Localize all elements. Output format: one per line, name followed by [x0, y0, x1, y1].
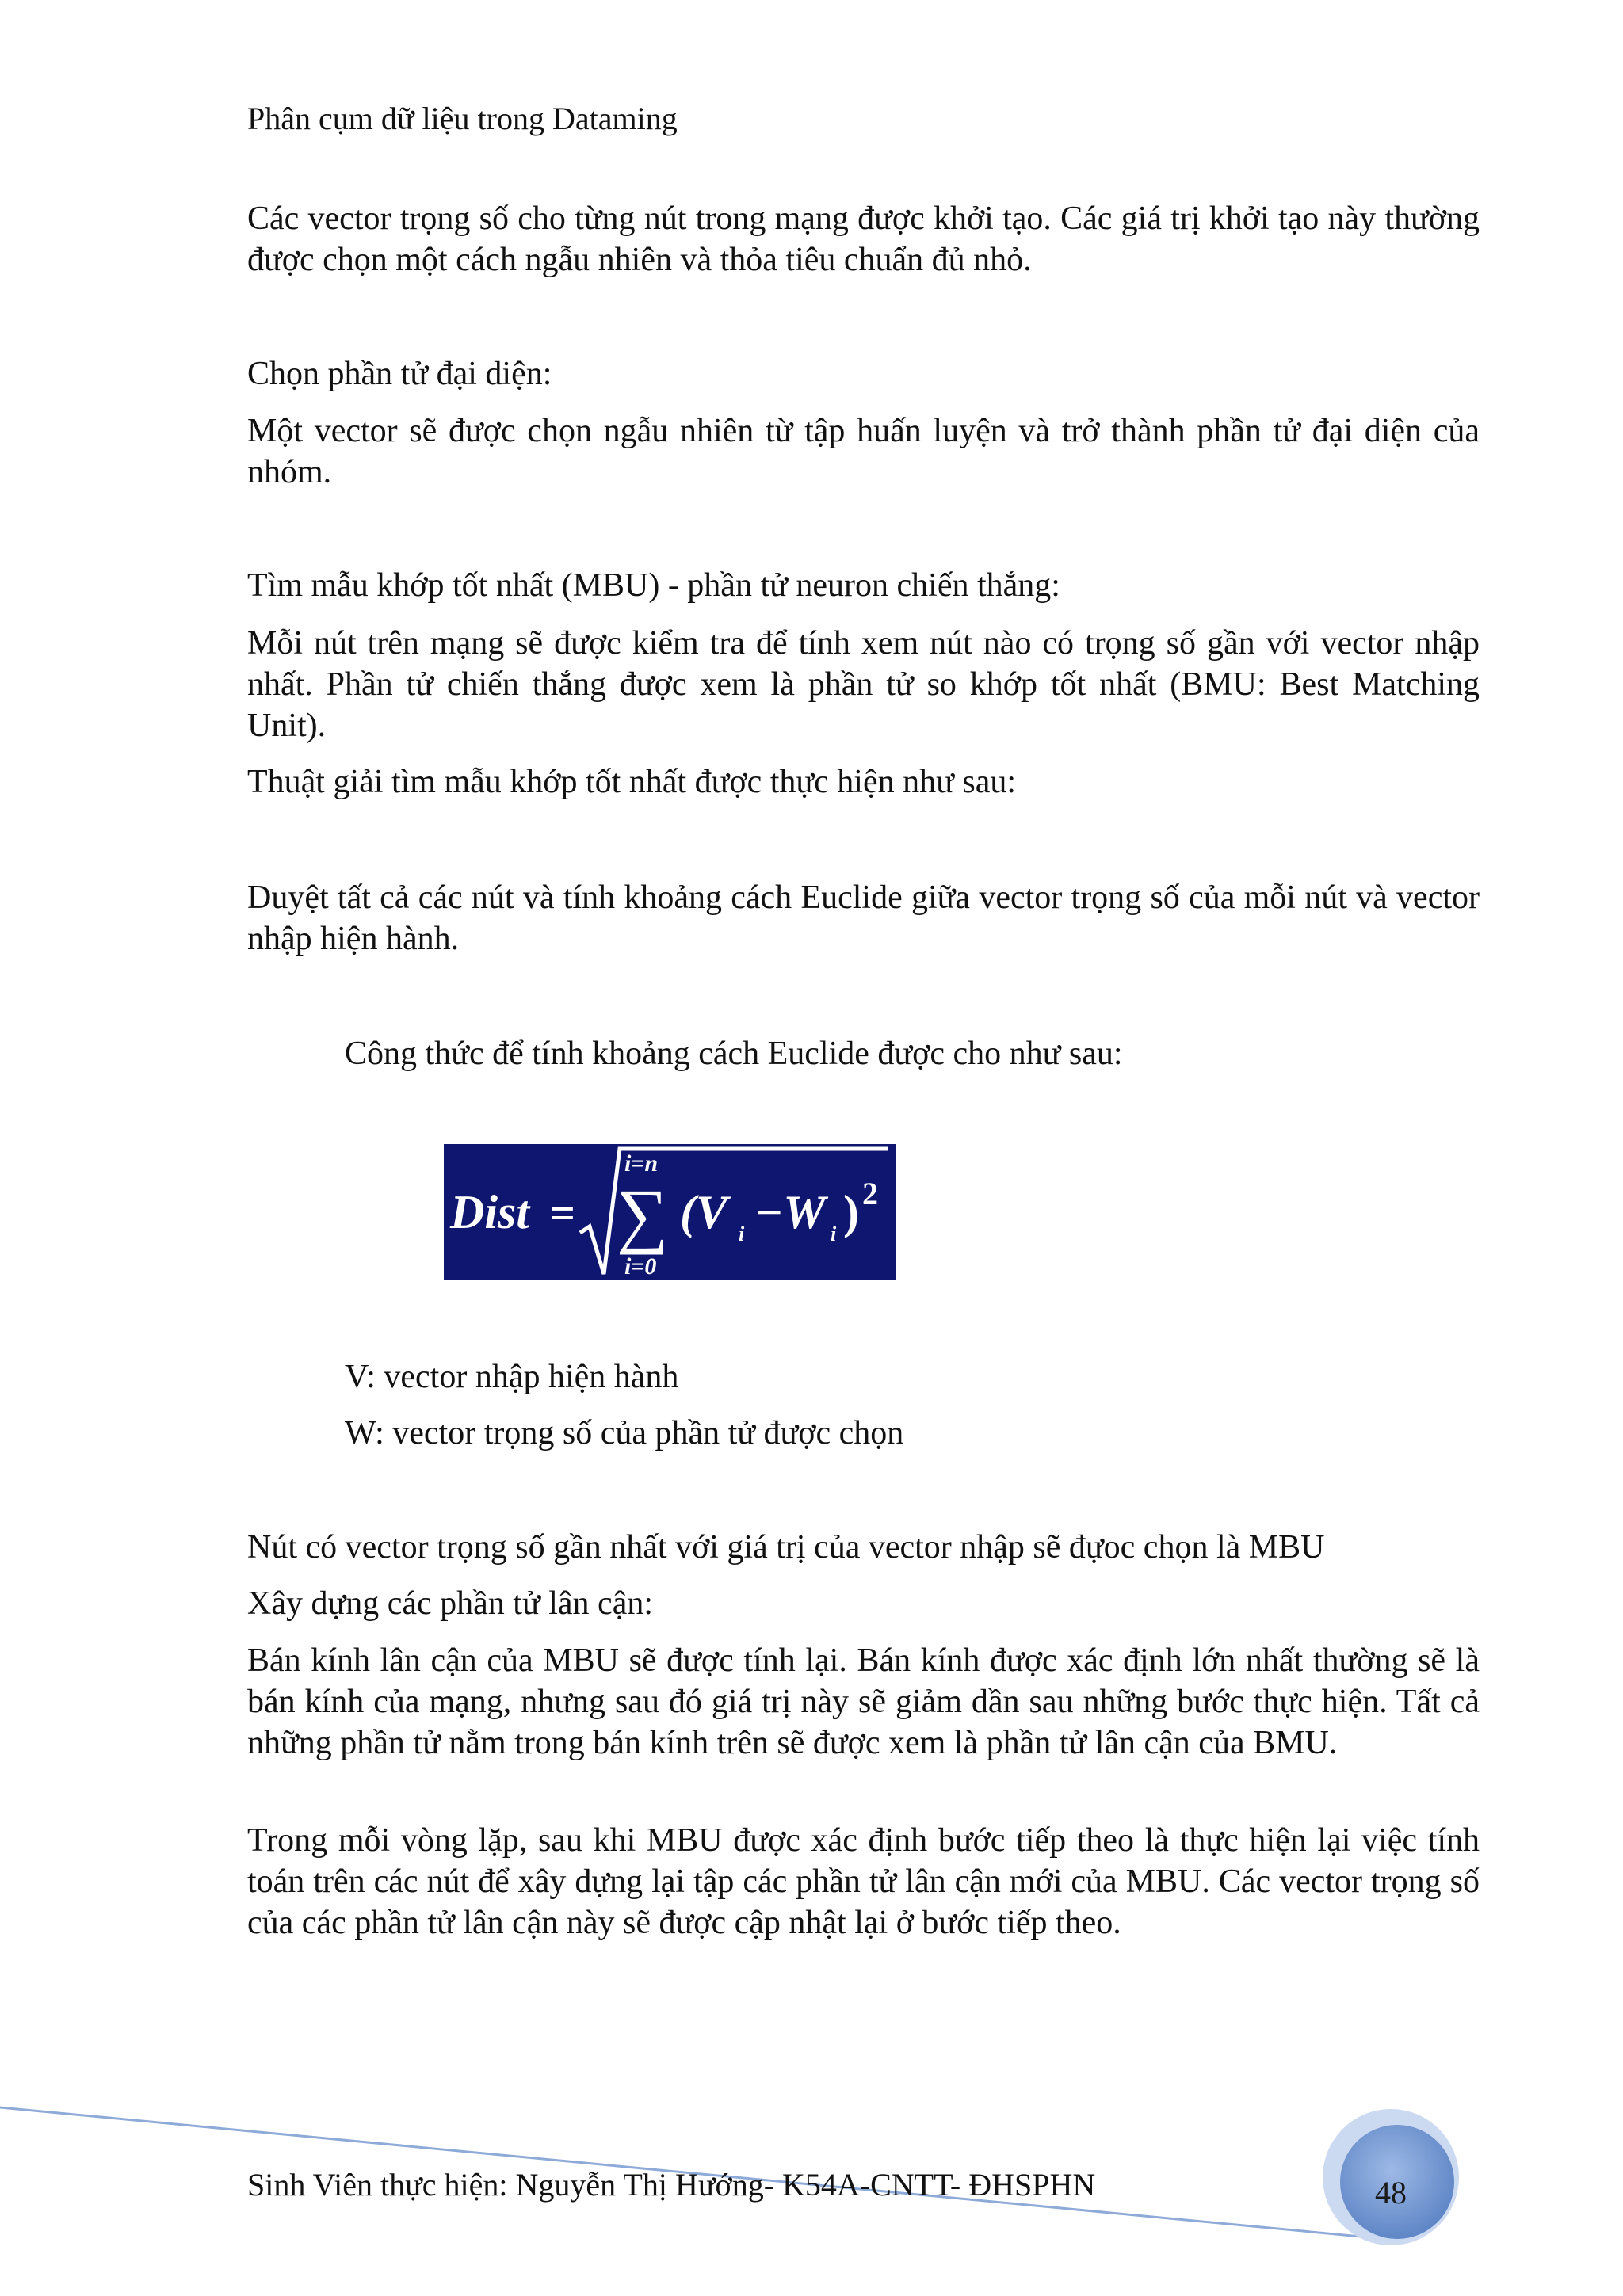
paragraph-text: Trong mỗi vòng lặp, sau khi MBU được xác định bước tiếp theo là thực hiện lại việc tính toán trên các nút để xây dựng lại tập các phần tử lân cận mới của MBU. Các vector trọng số của các phần tử lân cận này sẽ được cập nhật lại ở bước tiếp theo. [247, 1822, 1480, 1941]
formula-minus-w: −W [754, 1186, 826, 1238]
formula-exponent: 2 [862, 1176, 878, 1211]
running-header: Phân cụm dữ liệu trong Dataming [247, 101, 678, 136]
formula-lower-limit: i=0 [624, 1253, 657, 1280]
heading-text: Xây dựng các phần tử lân cận: [247, 1585, 653, 1622]
definition-v-text: V: vector nhập hiện hành [345, 1359, 679, 1395]
formula-sub-w: i [831, 1222, 837, 1245]
paragraph-text: Bán kính lân cận của MBU sẽ được tính lại. Bán kính được xác định lớn nhất thường sẽ là bán kính của mạng, nhưng sau đó giá trị này sẽ giảm dần sau những bước thực hiện. Tất cả những phần tử nằm trong bán kính trên sẽ được xem là phần tử lân cận của BMU. [247, 1642, 1480, 1761]
formula-upper-limit: i=n [624, 1150, 659, 1177]
formula-sub-v: i [739, 1222, 745, 1245]
footer-author: Sinh Viên thực hiện: Nguyễn Thị Hướng- K54A-CNTT- ĐHSPHN [247, 2167, 1096, 2203]
page-number: 48 [1375, 2175, 1407, 2210]
heading-text: Tìm mẫu khớp tốt nhất (MBU) - phần tử neuron chiến thắng: [247, 567, 1060, 604]
paragraph-text: Mỗi nút trên mạng sẽ được kiểm tra để tính xem nút nào có trọng số gần với vector nhập nhất. Phần tử chiến thắng được xem là phần tử so khớp tốt nhất (BMU: Best Matching Unit). [247, 625, 1480, 744]
definition-w-text: W: vector trọng số của phần tử được chọn [345, 1415, 904, 1451]
formula-lhs: Dist [450, 1186, 530, 1238]
paragraph-text: Thuật giải tìm mẫu khớp tốt nhất được thực hiện như sau: [247, 764, 1017, 800]
formula-sigma: ∑ [617, 1174, 669, 1255]
paragraph-text: Các vector trọng số cho từng nút trong mạng được khởi tạo. Các giá trị khởi tạo này thường được chọn một cách ngẫu nhiên và thỏa tiêu chuẩn đủ nhỏ. [247, 200, 1480, 278]
paragraph-text: Nút có vector trọng số gần nhất với giá trị của vector nhập sẽ đựoc chọn là MBU [247, 1529, 1325, 1566]
formula-close: ) [843, 1186, 859, 1238]
formula-intro-text: Công thức để tính khoảng cách Euclide được cho như sau: [345, 1035, 1123, 1072]
formula-equals: = [550, 1189, 575, 1238]
paragraph-text: Một vector sẽ được chọn ngẫu nhiên từ tập huấn luyện và trở thành phần tử đại diện của nhóm. [247, 413, 1480, 490]
formula-open-v: (V [680, 1186, 727, 1238]
heading-text: Chọn phần tử đại diện: [247, 356, 552, 392]
paragraph-text: Duyệt tất cả các nút và tính khoảng cách Euclide giữa vector trọng số của mỗi nút và vector nhập hiện hành. [247, 879, 1480, 957]
